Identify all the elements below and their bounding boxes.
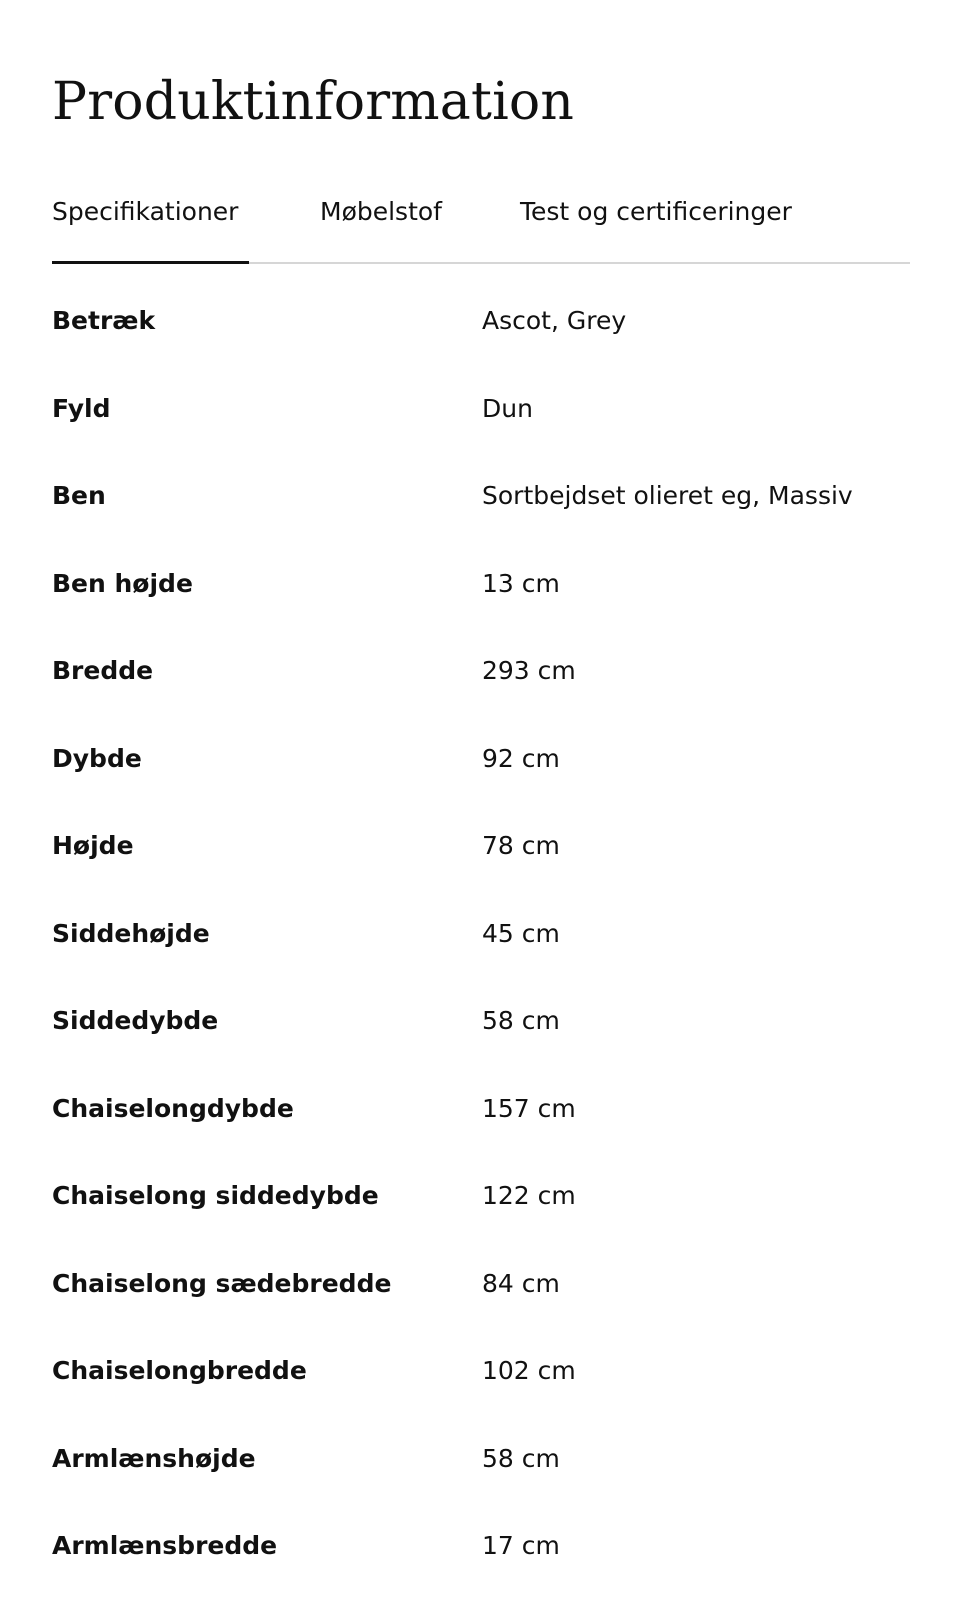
spec-row <box>52 988 910 1076</box>
spec-row <box>52 1076 910 1164</box>
spec-value: 92 cm <box>482 743 560 773</box>
spec-value: 78 cm <box>482 831 560 860</box>
tab-specifikationer[interactable]: Specifikationer <box>52 190 249 262</box>
spec-row <box>52 638 910 726</box>
page-title: Produktinformation <box>52 72 575 132</box>
spec-label: Armlænshøjde <box>52 1443 256 1473</box>
spec-label: Fyld <box>52 393 111 423</box>
spec-value: 122 cm <box>482 1181 576 1210</box>
spec-row <box>52 288 910 376</box>
spec-value: 293 cm <box>482 656 576 685</box>
tab-test-og-certificeringer[interactable]: Test og certificeringer <box>520 197 792 226</box>
spec-value: Sortbejdset olieret eg, Massiv <box>482 481 853 510</box>
spec-label: Betræk <box>52 306 156 335</box>
spec-list <box>52 288 910 1601</box>
spec-row <box>52 463 910 551</box>
spec-label: Siddedybde <box>52 1006 219 1035</box>
spec-value: 102 cm <box>482 1356 576 1385</box>
spec-row <box>52 1251 910 1339</box>
spec-label: Ben højde <box>52 568 193 598</box>
spec-label: Chaiselong sædebredde <box>52 1268 392 1298</box>
spec-row <box>52 813 910 901</box>
spec-value: 13 cm <box>482 568 560 598</box>
spec-label: Bredde <box>52 656 154 685</box>
spec-row <box>52 901 910 989</box>
spec-value: 58 cm <box>482 1006 560 1035</box>
spec-label: Chaiselongbredde <box>52 1356 307 1385</box>
spec-value: 45 cm <box>482 918 560 948</box>
spec-value: Ascot, Grey <box>482 306 627 335</box>
spec-label: Dybde <box>52 743 142 773</box>
spec-label: Højde <box>52 831 134 860</box>
spec-row <box>52 551 910 639</box>
tab-bar <box>52 190 910 264</box>
spec-row <box>52 1426 910 1514</box>
spec-label: Chaiselong siddedybde <box>52 1181 379 1210</box>
spec-row <box>52 1513 910 1601</box>
spec-label: Chaiselongdybde <box>52 1093 294 1123</box>
spec-label: Armlænsbredde <box>52 1531 278 1560</box>
spec-value: Dun <box>482 393 533 423</box>
spec-value: 58 cm <box>482 1443 560 1473</box>
tab-mobelstof[interactable]: Møbelstof <box>320 197 442 226</box>
spec-row <box>52 1163 910 1251</box>
spec-value: 157 cm <box>482 1093 576 1123</box>
spec-value: 17 cm <box>482 1531 560 1560</box>
spec-row <box>52 726 910 814</box>
spec-label: Ben <box>52 481 106 510</box>
spec-row <box>52 376 910 464</box>
spec-label: Siddehøjde <box>52 918 210 948</box>
spec-value: 84 cm <box>482 1268 560 1298</box>
spec-row <box>52 1338 910 1426</box>
